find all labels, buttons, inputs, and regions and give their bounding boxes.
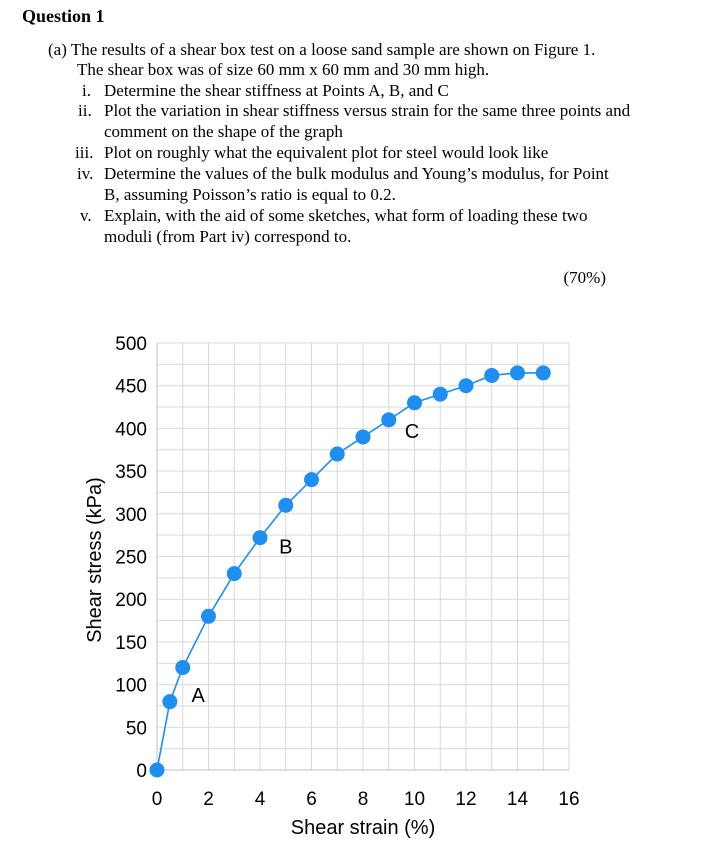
item-iv-line1: Determine the values of the bulk modulus and Young’s modulus, for Point [104,164,609,183]
part-a-line2: The shear box was of size 60 mm x 60 mm and 30 mm high. [77,60,490,79]
item-iv-number: iv. [77,164,94,183]
question-title: Question 1 [22,6,105,26]
item-iii-line1: Plot on roughly what the equivalent plot for steel would look like [104,143,549,162]
data-point [510,365,525,380]
data-point [356,429,371,444]
data-point [330,447,345,462]
x-axis-title: Shear strain (%) [290,817,436,839]
series-line-path [157,373,543,770]
y-tick-label: 200 [115,590,147,612]
x-tick-label: 14 [506,789,529,810]
y-tick-label: 50 [125,718,147,740]
data-point [381,412,396,427]
y-tick-label: 150 [115,632,147,654]
y-tick-label: 250 [115,547,147,569]
x-tick-label: 12 [455,789,477,810]
marks-label: (70%) [563,268,606,287]
item-ii-line1: Plot the variation in shear stiffness versus strain for the same three points and [104,101,631,120]
item-v-line1: Explain, with the aid of some sketches, what form of loading these two [104,206,588,225]
item-iv-line2: B, assuming Poisson’s ratio is equal to 0.2. [104,185,396,204]
y-tick-label: 450 [115,376,147,398]
data-point [278,498,293,513]
item-ii-number: ii. [78,101,92,120]
y-tick-label: 100 [115,675,147,697]
item-ii-line2: comment on the shape of the graph [104,122,343,141]
x-tick-label: 2 [203,789,214,810]
data-point [201,609,216,624]
part-a-line1: (a) The results of a shear box test on a loose sand sample are shown on Figure 1. [48,40,596,59]
y-tick-label: 0 [136,761,147,782]
data-point [433,387,448,402]
item-v-number: v. [80,206,92,225]
item-v-line2: moduli (from Part iv) correspond to. [104,227,352,246]
y-tick-label: 300 [115,504,147,526]
x-tick-label: 8 [357,789,369,810]
data-point [162,694,177,709]
item-i-line1: Determine the shear stiffness at Points A, B, and C [104,81,449,100]
x-tick-label: 16 [558,789,580,810]
x-tick-label: 0 [151,789,163,810]
series-line [157,373,543,770]
y-tick-label: 400 [115,419,147,441]
point-annotation: A [191,684,205,707]
data-point [150,763,165,778]
data-point [459,378,474,393]
series-points [150,365,551,777]
data-point [407,395,422,410]
item-iii-number: iii. [75,143,94,162]
data-point [227,566,242,581]
item-i-number: i. [82,81,91,100]
x-tick-label: 6 [306,789,317,810]
point-annotation: B [279,536,293,559]
data-point [536,365,551,380]
data-point [175,660,190,675]
y-tick-label: 500 [115,334,147,355]
chart-grid [157,343,569,770]
y-tick-label: 350 [115,462,147,484]
x-tick-label: 4 [254,789,266,810]
data-point [484,368,499,383]
point-annotation: C [404,420,420,443]
y-axis-title: Shear stress (kPa) [84,477,106,643]
data-point [253,530,268,545]
data-point [304,472,319,487]
x-tick-label: 10 [403,789,426,810]
